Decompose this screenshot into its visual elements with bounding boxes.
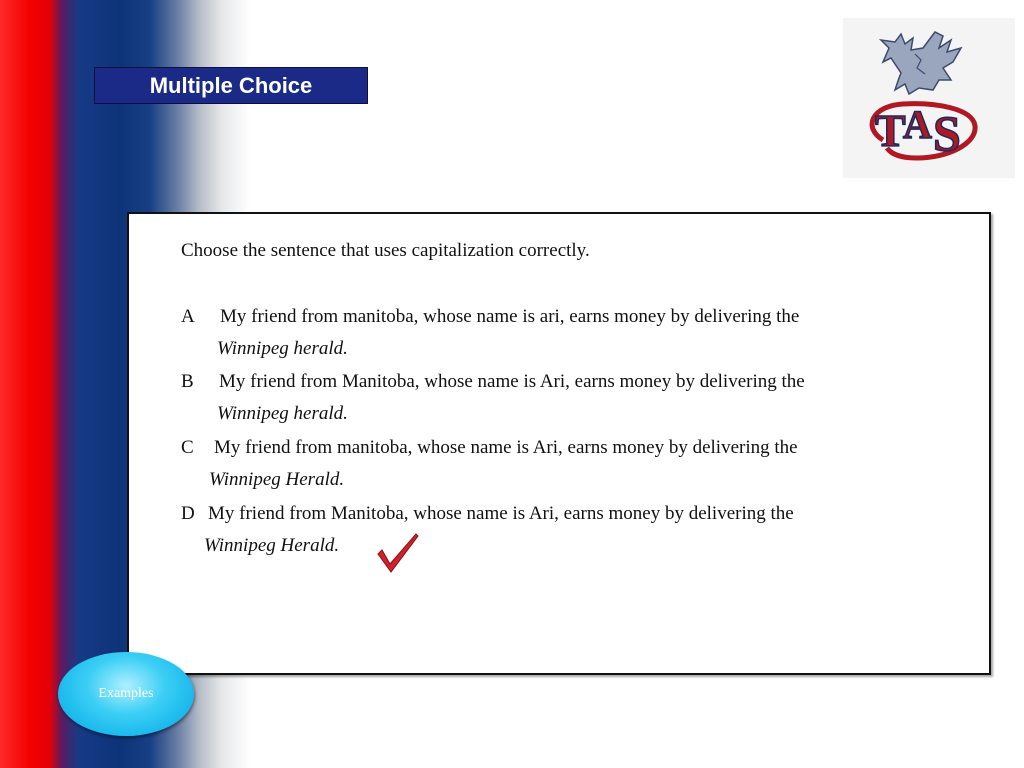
examples-button-label: Examples (98, 686, 154, 701)
svg-text:A: A (903, 102, 932, 147)
option-b-line1: My friend from Manitoba, whose name is Ari, earns money by delivering the (219, 371, 805, 392)
option-d-line1: My friend from Manitoba, whose name is Ari, earns money by delivering the (208, 503, 794, 524)
option-a-line2: Winnipeg herald. (217, 338, 348, 359)
option-c-letter: C (181, 437, 194, 458)
option-d-line2: Winnipeg Herald. (204, 535, 340, 556)
examples-button[interactable] (58, 652, 194, 736)
slide-title (94, 67, 368, 104)
option-b-line2: Winnipeg herald. (217, 403, 348, 424)
option-c-line2: Winnipeg Herald. (209, 469, 345, 490)
option-d-letter: D (181, 503, 195, 524)
option-a-letter: A (181, 306, 195, 327)
option-b-letter: B (181, 371, 194, 392)
option-a-line1: My friend from manitoba, whose name is ari, earns money by delivering the (220, 306, 800, 327)
griffin-crest-icon (843, 18, 1015, 178)
school-logo (843, 18, 1015, 178)
checkmark-icon (374, 530, 420, 576)
slide-title-text: Multiple Choice (149, 72, 313, 98)
question-text: Choose the sentence that uses capitalization correctly. (181, 240, 590, 261)
svg-text:T: T (875, 105, 906, 156)
option-c-line1: My friend from manitoba, whose name is Ari, earns money by delivering the (214, 437, 798, 458)
svg-text:S: S (933, 105, 961, 161)
